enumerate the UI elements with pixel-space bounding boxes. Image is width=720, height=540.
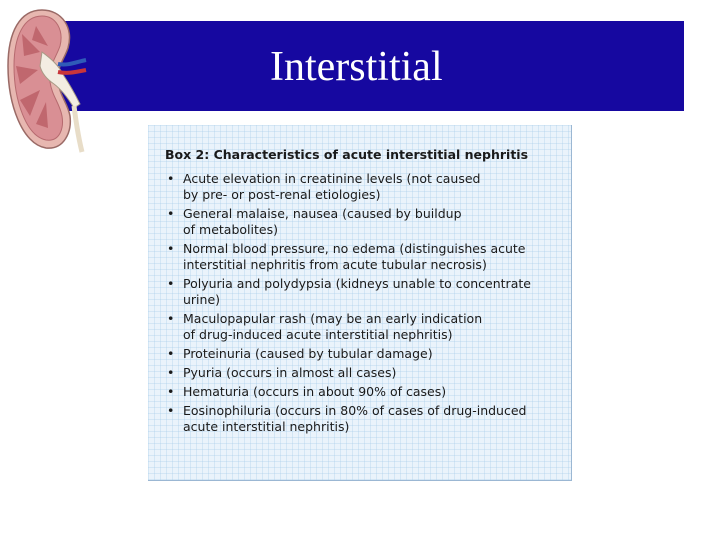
list-item-text: Hematuria (occurs in about 90% of cases) <box>183 384 447 399</box>
list-item-text: Eosinophiluria (occurs in 80% of cases of drug-induced acute interstitial nephritis) <box>183 403 527 434</box>
list-item-text: Normal blood pressure, no edema (distinguishes acute interstitial nephritis from acute tubular necrosis) <box>183 241 526 272</box>
bullet-icon: • <box>167 206 175 221</box>
bullet-icon: • <box>167 171 175 186</box>
list-item <box>166 171 566 203</box>
bullet-icon: • <box>167 365 175 380</box>
list-item <box>166 365 566 381</box>
characteristics-list <box>166 171 566 438</box>
list-item <box>166 346 566 362</box>
list-item <box>166 276 566 308</box>
bullet-icon: • <box>167 276 175 291</box>
list-item <box>166 311 566 343</box>
bullet-icon: • <box>167 384 175 399</box>
characteristics-box <box>148 125 572 481</box>
list-item-text: General malaise, nausea (caused by buildup of metabolites) <box>183 206 462 237</box>
bullet-icon: • <box>167 403 175 418</box>
bullet-icon: • <box>167 346 175 361</box>
bullet-icon: • <box>167 241 175 256</box>
bullet-icon: • <box>167 311 175 326</box>
box-heading: Box 2: Characteristics of acute interstitial nephritis <box>165 147 529 162</box>
list-item-text: Acute elevation in creatinine levels (not caused by pre- or post-renal etiologies) <box>183 171 481 202</box>
list-item <box>166 241 566 273</box>
list-item <box>166 206 566 238</box>
list-item <box>166 403 566 435</box>
list-item-text: Pyuria (occurs in almost all cases) <box>183 365 397 380</box>
list-item-text: Polyuria and polydypsia (kidneys unable to concentrate urine) <box>183 276 531 307</box>
list-item <box>166 384 566 400</box>
slide-title: Interstitial <box>270 44 443 90</box>
list-item-text: Proteinuria (caused by tubular damage) <box>183 346 433 361</box>
list-item-text: Maculopapular rash (may be an early indication of drug-induced acute interstitial nephritis) <box>183 311 483 342</box>
kidney-icon <box>2 4 88 154</box>
